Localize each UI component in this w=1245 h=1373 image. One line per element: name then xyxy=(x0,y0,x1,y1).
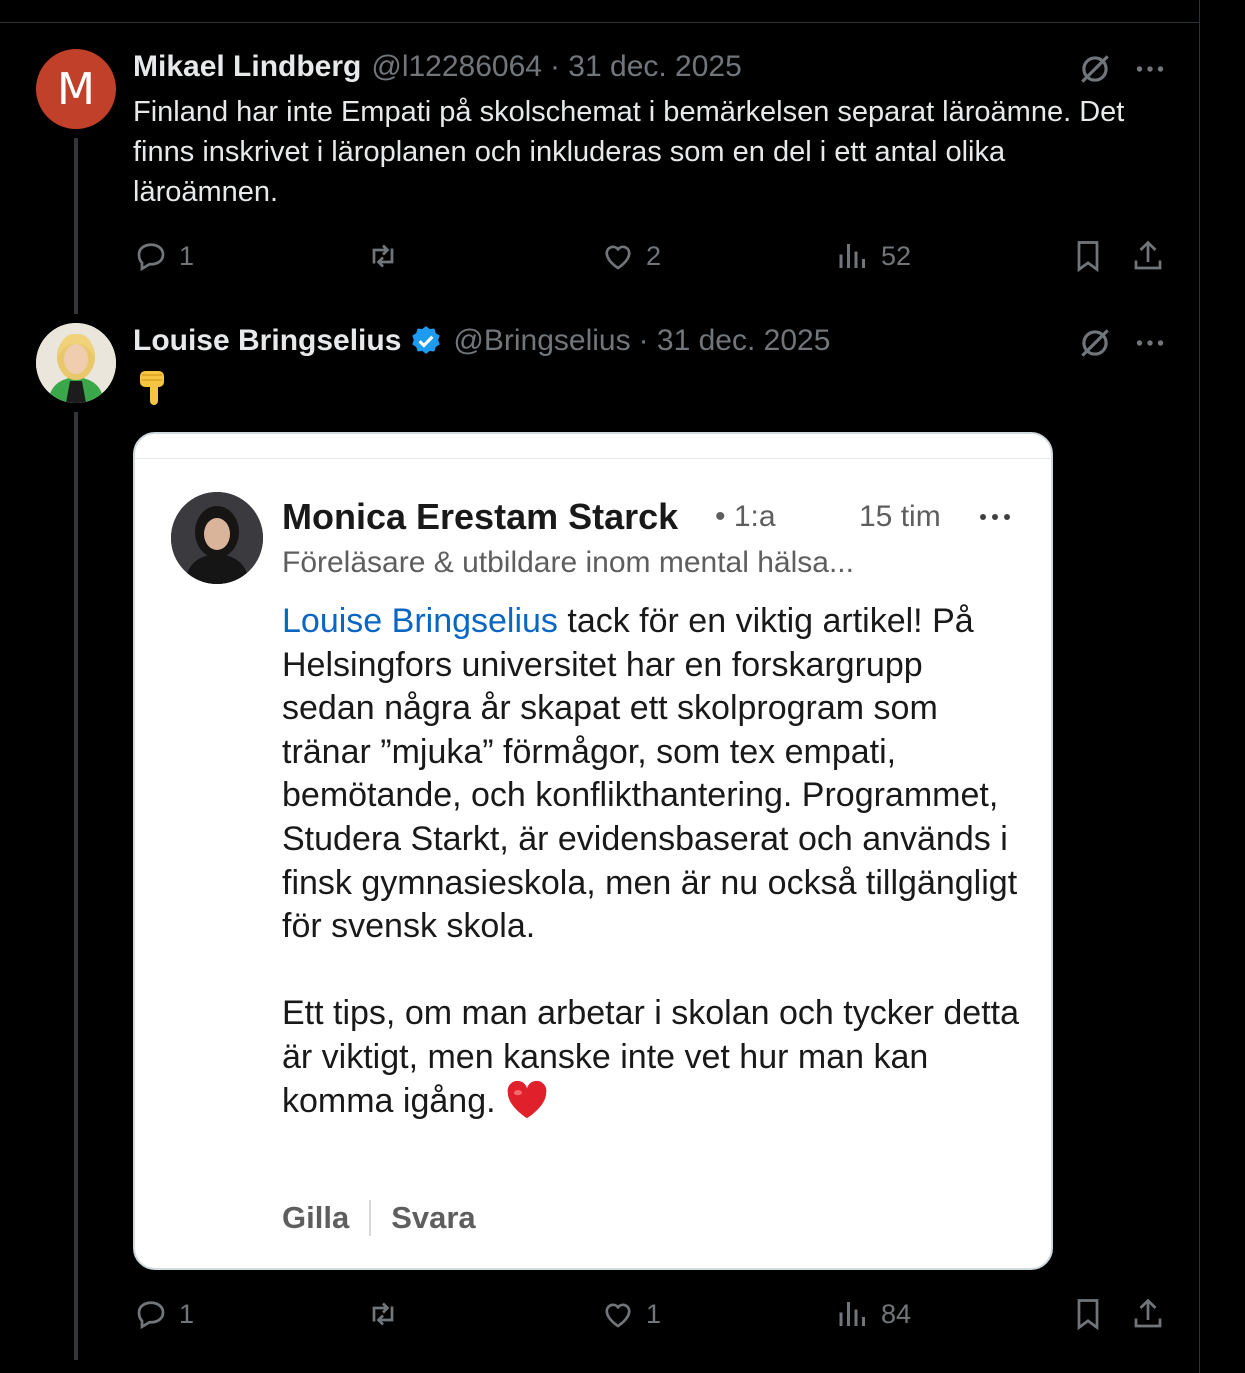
reply-button[interactable] xyxy=(133,238,194,274)
bookmark-icon xyxy=(1070,238,1106,274)
like-icon xyxy=(600,1296,636,1332)
embedded-author-avatar xyxy=(171,492,263,584)
views-icon xyxy=(835,1296,871,1332)
more-icon[interactable] xyxy=(1132,325,1168,361)
avatar-letter: M xyxy=(57,63,95,115)
bookmark-icon xyxy=(1070,1296,1106,1332)
views-button[interactable] xyxy=(835,238,911,274)
verified-badge-icon xyxy=(409,324,443,358)
grok-slash-icon[interactable] xyxy=(1076,50,1114,88)
tweet-text: Finland har inte Empati på skolschemat i bemärkelsen separat läroämne. Det finns inskrivet i läroplanen och inkluderas som en del i ett antal olika läroämnen. xyxy=(133,96,1125,208)
repost-button[interactable] xyxy=(365,1296,411,1332)
embedded-separator xyxy=(369,1200,371,1236)
reply-count: 1 xyxy=(179,240,195,271)
share-button[interactable] xyxy=(1130,238,1166,274)
like-button[interactable] xyxy=(600,1296,661,1332)
reply-icon xyxy=(133,238,169,274)
card-divider xyxy=(135,458,1051,459)
avatar-photo xyxy=(36,323,116,403)
views-button[interactable] xyxy=(835,1296,911,1332)
embedded-author-name: Monica Erestam Starck xyxy=(282,496,679,537)
tweet-header xyxy=(133,50,742,84)
author-name[interactable]: Mikael Lindberg xyxy=(133,50,362,83)
red-heart-emoji-icon xyxy=(505,1080,549,1120)
tweet-date[interactable]: · 31 dec. 2025 xyxy=(638,324,831,357)
more-icon[interactable] xyxy=(1132,51,1168,87)
embedded-post-actions xyxy=(282,1200,476,1236)
pointing-down-emoji-icon xyxy=(136,367,170,407)
views-count: 52 xyxy=(881,240,912,271)
reply-button[interactable] xyxy=(133,1296,194,1332)
share-icon xyxy=(1130,238,1166,274)
tweet-header xyxy=(133,324,830,358)
like-button[interactable] xyxy=(600,238,661,274)
tweet-actions xyxy=(133,1296,1168,1336)
like-icon xyxy=(600,238,636,274)
repost-icon xyxy=(365,1296,401,1332)
embedded-like-label: Gilla xyxy=(282,1200,350,1235)
embedded-avatar-photo xyxy=(171,492,263,584)
repost-icon xyxy=(365,238,401,274)
tweet-header-actions xyxy=(1076,50,1168,88)
embedded-more-icon xyxy=(977,502,1013,532)
views-icon xyxy=(835,238,871,274)
share-icon xyxy=(1130,1296,1166,1332)
embedded-paragraph-2: Ett tips, om man arbetar i skolan och tycker detta är viktigt, men kanske inte vet hur man kan komma igång. xyxy=(282,994,1019,1120)
embedded-post-text xyxy=(282,600,1022,1123)
author-handle[interactable]: @Bringselius xyxy=(453,324,631,357)
divider xyxy=(0,22,1200,23)
like-count: 2 xyxy=(646,240,662,271)
like-count: 1 xyxy=(646,1298,662,1329)
avatar[interactable] xyxy=(36,323,116,403)
reply-count: 1 xyxy=(179,1298,195,1329)
embedded-paragraph-1: tack för en viktig artikel! På Helsingfors universitet har en forskargrupp sedan några år skapat ett skolprogram som tränar ”mjuka” förmågor, som tex empati, bemötande, och konflikthantering. Programmet, Studera Starkt, är evidensbaserat och används i finsk gymnasieskola, men är nu också tillgängligt för svensk skola. xyxy=(282,602,1018,946)
repost-button[interactable] xyxy=(365,238,411,274)
embedded-connection-degree: • 1:a xyxy=(715,500,776,533)
embedded-post-time: 15 tim xyxy=(859,500,941,533)
thread-connector xyxy=(74,412,78,1360)
tweet-date[interactable]: · 31 dec. 2025 xyxy=(549,50,742,83)
embedded-reply-label: Svara xyxy=(391,1200,476,1235)
embedded-author-subtitle: Föreläsare & utbildare inom mental hälsa... xyxy=(282,546,854,579)
author-handle[interactable]: @l12286064 xyxy=(371,50,542,83)
thread-connector xyxy=(74,138,78,314)
bookmark-button[interactable] xyxy=(1070,238,1106,274)
tweet-header-actions xyxy=(1076,324,1168,362)
embedded-image-card[interactable] xyxy=(133,432,1053,1270)
tweet-actions xyxy=(133,238,1168,278)
embedded-mention: Louise Bringselius xyxy=(282,602,558,640)
bookmark-button[interactable] xyxy=(1070,1296,1106,1332)
author-name[interactable]: Louise Bringselius xyxy=(133,324,402,357)
grok-slash-icon[interactable] xyxy=(1076,324,1114,362)
views-count: 84 xyxy=(881,1298,912,1329)
avatar[interactable] xyxy=(36,49,116,129)
reply-icon xyxy=(133,1296,169,1332)
share-button[interactable] xyxy=(1130,1296,1166,1332)
